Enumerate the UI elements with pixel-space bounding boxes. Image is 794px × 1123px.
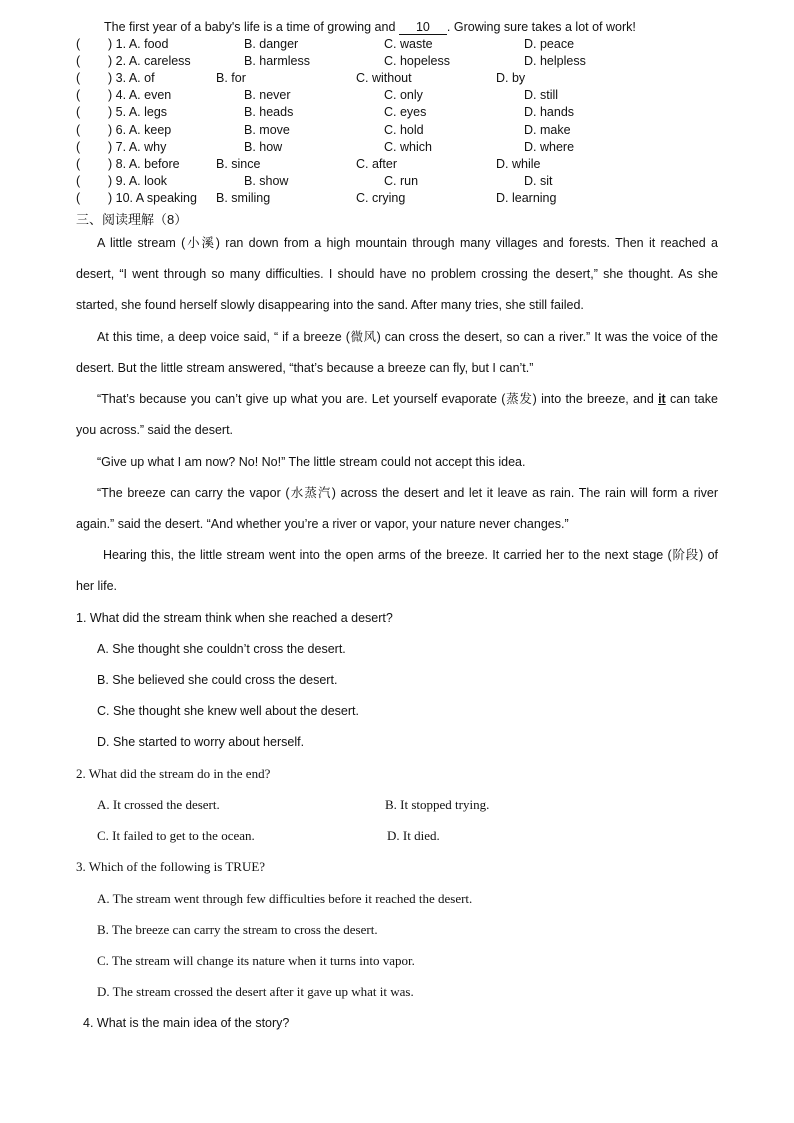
question-2-option-c: C. It failed to get to the ocean. [97,828,255,843]
passage-paragraph-2-text: At this time, a deep voice said, “ if a breeze (微风) can cross the desert, so can a river.” It was the voice of the desert. But the little stream answered, “that’s because a breeze can fly, but I can’t.” [76,330,718,375]
answer-bracket: ( [76,140,81,154]
section-heading: 三、阅读理解（8） [76,212,188,227]
cloze-item-option-d: D. sit [524,174,553,188]
cloze-item-option-a: ) 2. A. careless [108,54,191,68]
cloze-item-option-a: ) 5. A. legs [108,105,168,119]
cloze-item-option-c: C. crying [356,191,406,205]
answer-bracket: ( [76,54,81,68]
question-3: 3. Which of the following is TRUE? [76,859,266,874]
cloze-item-option-d: D. peace [524,37,575,51]
cloze-item-option-d: D. hands [524,105,575,119]
cloze-item-option-b: B. smiling [216,191,271,205]
cloze-item-option-a: ) 7. A. why [108,140,167,154]
question-2-option-d: D. It died. [387,828,440,843]
cloze-item-option-d: D. by [496,71,526,85]
cloze-item-option-c: C. run [384,174,419,188]
cloze-item-option-d: D. still [524,88,559,102]
question-1: 1. What did the stream think when she reached a desert? [76,611,393,625]
passage-paragraph-4 [76,447,718,478]
passage-paragraph-6-text: Hearing this, the little stream went into the open arms of the breeze. It carried her to the next stage (阶段) of her life. [76,548,718,593]
cloze-item-option-d: D. make [524,123,571,137]
cloze-item-option-d: D. where [524,140,575,154]
passage-paragraph-1 [76,228,718,321]
cloze-intro-text-after: . Growing sure takes a lot of work! [446,20,636,34]
cloze-intro-text: The first year of a baby's life is a time of growing and [104,20,396,34]
cloze-item-option-c: C. after [356,157,397,171]
passage-paragraph-3-text: “That’s because you can’t give up what you are. Let yourself evaporate (蒸发) into the breeze, and [97,392,654,406]
question-1-option-c: C. She thought she knew well about the desert. [97,704,359,718]
cloze-item-option-c: C. waste [384,37,433,51]
answer-bracket: ( [76,174,81,188]
cloze-item-option-a: ) 9. A. look [108,174,168,188]
answer-bracket: ( [76,71,81,85]
cloze-item-option-b: B. heads [244,105,294,119]
cloze-item-option-a: ) 8. A. before [108,157,180,171]
answer-bracket: ( [76,37,81,51]
underlined-word-it: it [658,392,666,406]
cloze-item-option-b: B. danger [244,37,299,51]
question-3-option-d: D. The stream crossed the desert after it gave up what it was. [97,984,414,999]
cloze-item-option-a: ) 6. A. keep [108,123,172,137]
passage-paragraph-3-text-after: can take you across.” said the desert. [76,392,718,437]
question-1-option-a: A. She thought she couldn’t cross the desert. [97,642,346,656]
passage-paragraph-5-text: “The breeze can carry the vapor (水蒸汽) across the desert and let it leave as rain. The rain will form a river again.” said the desert. “And whether you’re a river or vapor, your nature never changes.” [76,486,718,531]
cloze-item-option-d: D. learning [496,191,557,205]
cloze-item-option-a: ) 3. A. of [108,71,155,85]
cloze-item-option-a: ) 10. A speaking [108,191,197,205]
cloze-item-option-c: C. hopeless [384,54,451,68]
cloze-item-option-b: B. show [244,174,289,188]
cloze-item-option-c: C. hold [384,123,424,137]
answer-bracket: ( [76,88,81,102]
cloze-item-option-b: B. move [244,123,290,137]
passage-paragraph-3 [76,384,718,446]
question-1-option-b: B. She believed she could cross the desert. [97,673,338,687]
passage-paragraph-6 [76,540,718,602]
question-3-option-a: A. The stream went through few difficulties before it reached the desert. [97,891,473,906]
answer-bracket: ( [76,191,81,205]
answer-bracket: ( [76,123,81,137]
cloze-item-option-b: B. never [244,88,291,102]
cloze-item-option-c: C. only [384,88,423,102]
question-3-option-b: B. The breeze can carry the stream to cross the desert. [97,922,378,937]
cloze-item-option-c: C. eyes [384,105,427,119]
cloze-intro [104,20,636,35]
answer-bracket: ( [76,157,81,171]
question-3-option-c: C. The stream will change its nature when it turns into vapor. [97,953,415,968]
cloze-item-option-c: C. without [356,71,412,85]
cloze-item-option-d: D. helpless [524,54,586,68]
answer-bracket: ( [76,105,81,119]
question-2: 2. What did the stream do in the end? [76,766,271,781]
question-4: 4. What is the main idea of the story? [83,1016,290,1030]
cloze-item-option-a: ) 1. A. food [108,37,169,51]
cloze-intro-blank: 10 [399,21,447,35]
passage-paragraph-4-text: “Give up what I am now? No! No!” The little stream could not accept this idea. [97,455,526,469]
question-2-option-a: A. It crossed the desert. [97,797,220,812]
cloze-item-option-b: B. for [216,71,246,85]
passage-paragraph-1-text: A little stream (小溪) ran down from a high mountain through many villages and forests. Then it reached a desert, “I went through so many difficulties. I should have no problem crossing the desert,” she thought. As she started, she found herself slowly disappearing into the sand. After many tries, she still failed. [76,236,718,312]
passage-paragraph-2 [76,322,718,384]
cloze-item-option-b: B. how [244,140,283,154]
cloze-item-option-b: B. harmless [244,54,310,68]
passage-paragraph-5 [76,478,718,540]
cloze-item-option-d: D. while [496,157,541,171]
question-1-option-d: D. She started to worry about herself. [97,735,305,749]
cloze-item-option-a: ) 4. A. even [108,88,172,102]
cloze-item-option-c: C. which [384,140,432,154]
cloze-item-option-b: B. since [216,157,261,171]
question-2-option-b: B. It stopped trying. [385,797,490,812]
